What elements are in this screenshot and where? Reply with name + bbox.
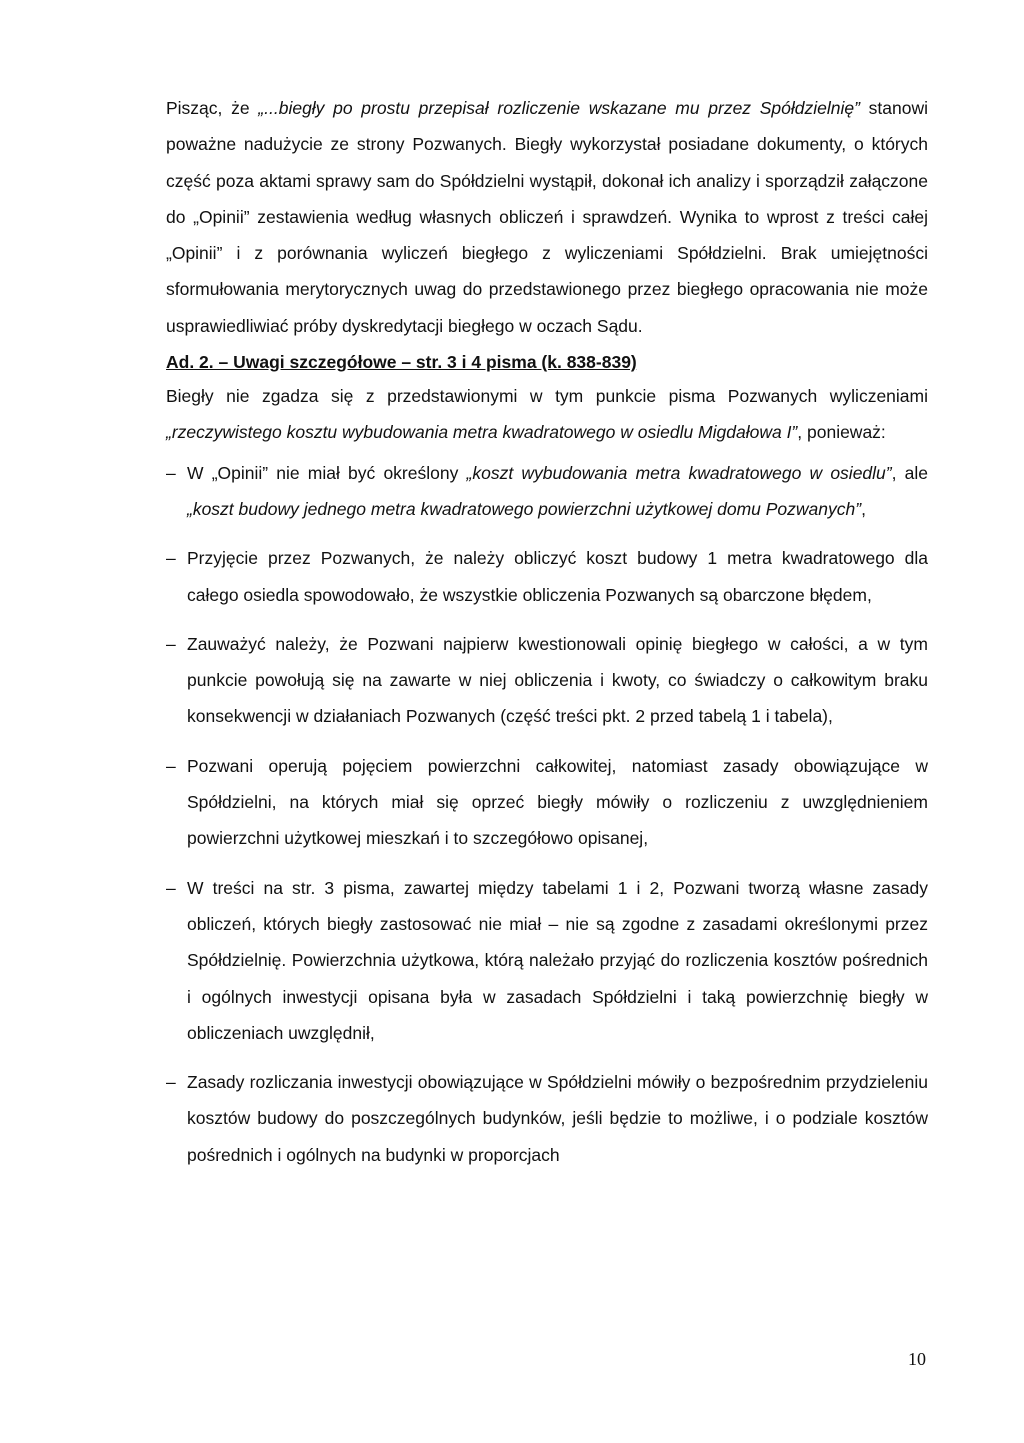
dash-marker: – [166,755,176,776]
dash-marker: – [166,633,176,654]
list-item-text: , [861,498,866,519]
list-item [166,626,928,735]
paragraph-intro [166,90,928,344]
list-item [166,748,928,857]
list-item-text: Zasady rozliczania inwestycji obowiązujące w Spółdzielni mówiły o bezpośrednim przydzieleniu kosztów budowy do poszczególnych budynków, jeśli będzie to możliwe, i o podziale kosztów pośrednich i ogólnych na budynki w proporcjach [187,1072,928,1165]
dash-marker: – [166,1072,176,1093]
list-item-text: W „Opinii” nie miał być określony [187,462,467,483]
paragraph-text: Pisząc, że [166,98,259,118]
list-item-text: Przyjęcie przez Pozwanych, że należy obliczyć koszt budowy 1 metra kwadratowego dla całego osiedla spowodowało, że wszystkie obliczenia Pozwanych są obarczone błędem, [187,548,928,605]
list-item-text: Zauważyć należy, że Pozwani najpierw kwestionowali opinię biegłego w całości, a w tym punkcie powołują się na zawarte w niej obliczenia i kwoty, co świadczy o całkowitym braku konsekwencji w działaniach Pozwanych (część treści pkt. 2 przed tabelą 1 i tabela), [187,633,928,727]
list-item-text: , ale [891,462,929,483]
section-heading: Ad. 2. – Uwagi szczegółowe – str. 3 i 4 pisma (k. 838-839) [166,352,637,373]
paragraph-section [166,378,928,451]
paragraph-text: , ponieważ: [797,422,886,443]
dash-marker: – [166,462,176,483]
paragraph-text: stanowi poważne nadużycie ze strony Pozwanych. Biegły wykorzystał posiadane dokumenty, o których część poza aktami sprawy sam do Spółdzielni wystąpił, dokonał ich analizy i sporządził załączone do „Opinii” zestawienia według własnych obliczeń i sprawdzeń. Wynika to wprost z treści całej „Opinii” i z porównania wyliczeń biegłego z wyliczeniami Spółdzielni. Brak umiejętności sformułowania merytorycznych uwag do przedstawionego przez biegłego opracowania nie może usprawiedliwiać próby dyskredytacji biegłego w oczach Sądu. [166,98,928,336]
paragraph-text: Biegły nie zgadza się z przedstawionymi w tym punkcie pisma Pozwanych wyliczeniami [166,386,928,407]
list-item [166,870,928,1051]
dash-marker: – [166,548,176,569]
quote-italic: „...biegły po prostu przepisał rozliczenie wskazane mu przez Spółdzielnię” [258,98,860,118]
quote-italic: „koszt budowy jednego metra kwadratowego powierzchni użytkowej domu Pozwanych” [187,498,862,519]
quote-italic: „rzeczywistego kosztu wybudowania metra kwadratowego w osiedlu Migdałowa I” [166,422,798,443]
list-item [166,1064,928,1173]
dash-list [166,455,928,1173]
page-number: 10 [908,1349,926,1369]
document-body [166,90,928,1173]
dash-marker: – [166,877,176,898]
list-item-text: W treści na str. 3 pisma, zawartej między tabelami 1 i 2, Pozwani tworzą własne zasady obliczeń, których biegły zastosować nie miał – nie są zgodne z zasadami określonymi przez Spółdzielnię. Powierzchnia użytkowa, którą należało przyjąć do rozliczenia kosztów pośrednich i ogólnych inwestycji opisana była w zasadach Spółdzielni i taką powierzchnię biegły w obliczeniach uwzględnił, [187,877,928,1043]
list-item-text: Pozwani operują pojęciem powierzchni całkowitej, natomiast zasady obowiązujące w Spółdzielni, na których miał się oprzeć biegły mówiły o rozliczeniu z uwzględnieniem powierzchni użytkowej mieszkań i to szczegółowo opisanej, [187,755,928,849]
quote-italic: „koszt wybudowania metra kwadratowego w osiedlu” [466,462,892,483]
list-item [166,455,928,528]
list-item [166,540,928,613]
